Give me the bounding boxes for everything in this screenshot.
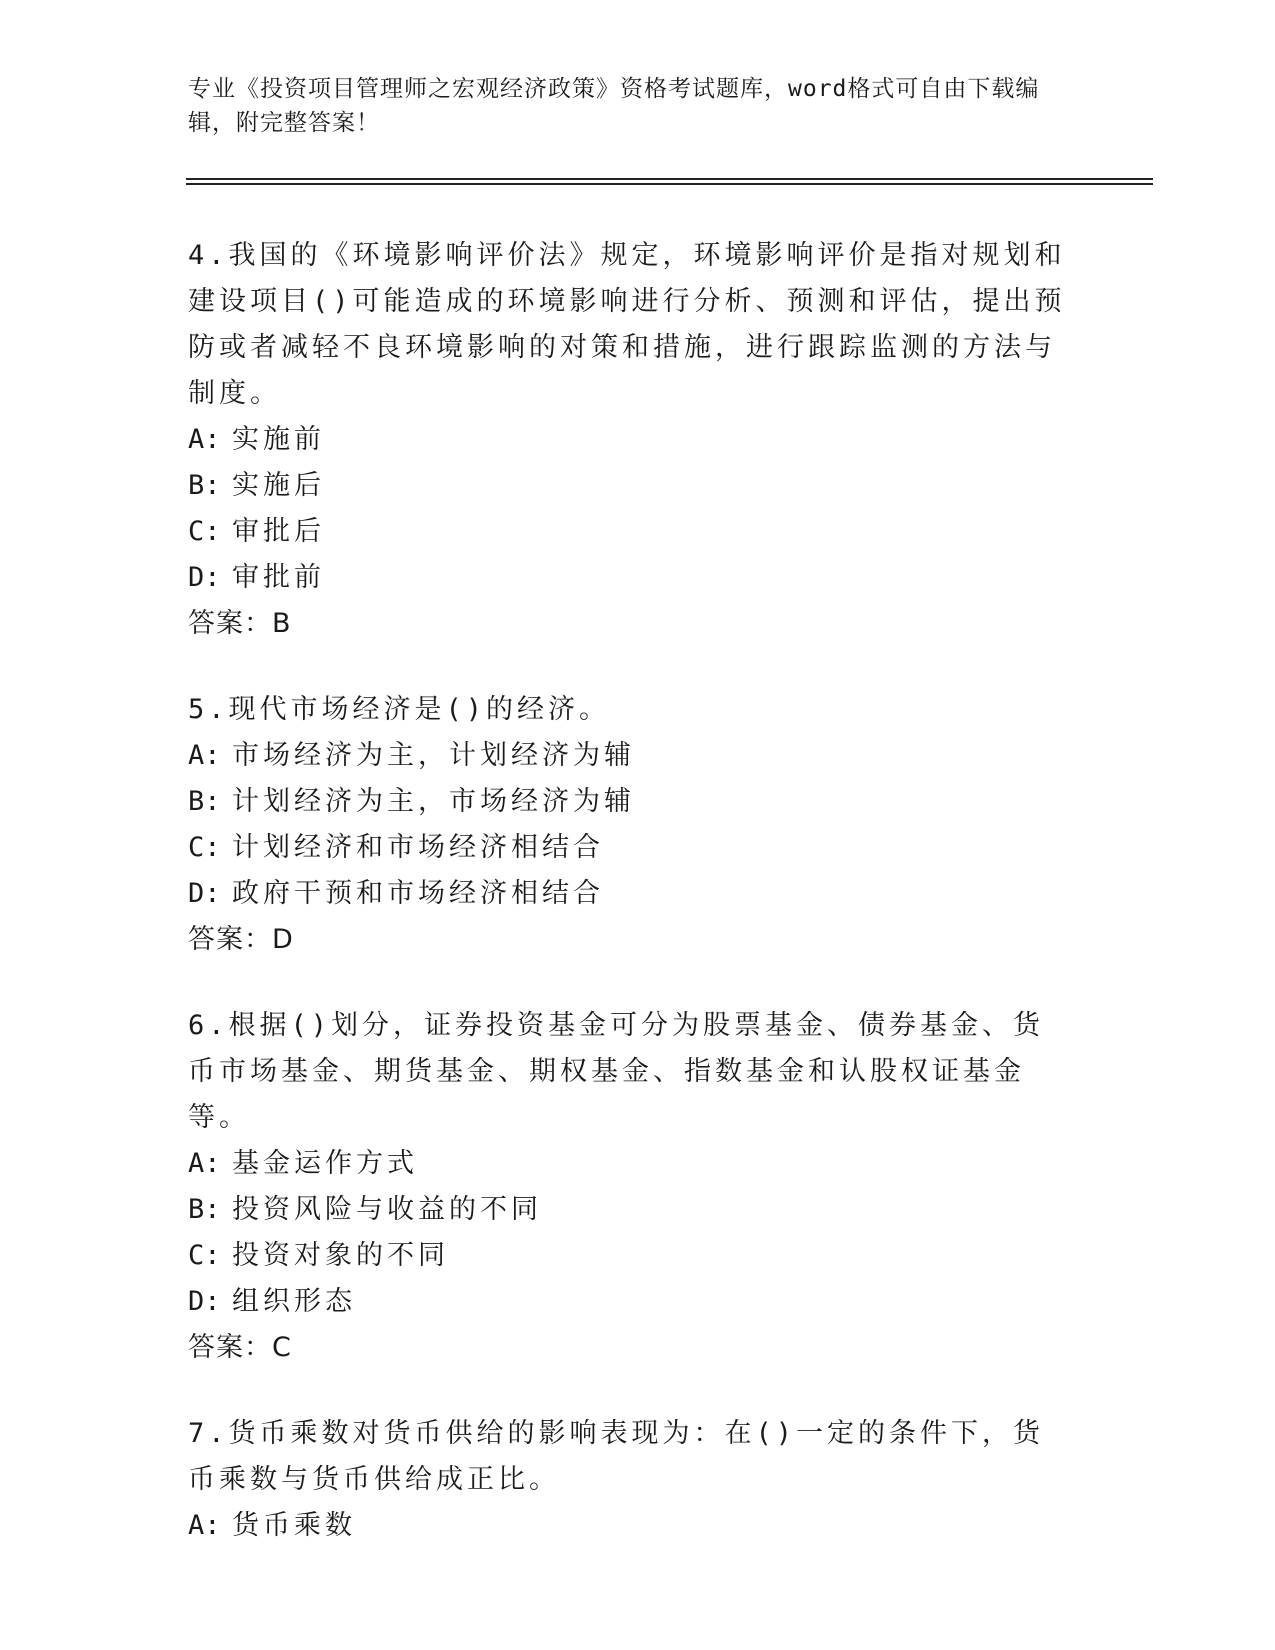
- question-6: [188, 1003, 1068, 1371]
- question-4-option-a: [188, 417, 1068, 463]
- question-5-text: 5.现代市场经济是()的经济。: [188, 694, 611, 725]
- option-letter: A:: [188, 1148, 221, 1179]
- question-list: [188, 233, 1068, 1589]
- option-letter: B:: [188, 470, 221, 501]
- question-4-answer: 答案：B: [188, 608, 292, 639]
- question-6-answer: 答案：C: [188, 1332, 292, 1363]
- question-6-option-a: [188, 1141, 1068, 1187]
- header-title: 专业《投资项目管理师之宏观经济政策》资格考试题库，word格式可自由下载编辑，附完整答案！: [188, 76, 1040, 136]
- header-divider-bottom: [186, 183, 1153, 185]
- question-6-option-c: [188, 1233, 1068, 1279]
- option-text: 投资风险与收益的不同: [232, 1194, 542, 1225]
- option-text: 货币乘数: [232, 1510, 356, 1541]
- question-6-option-b: [188, 1187, 1068, 1233]
- option-text: 计划经济为主，市场经济为辅: [232, 786, 635, 817]
- option-text: 审批后: [232, 516, 325, 547]
- question-4-option-b: [188, 463, 1068, 509]
- option-text: 实施后: [232, 470, 325, 501]
- option-letter: B:: [188, 786, 221, 817]
- option-letter: A:: [188, 1510, 221, 1541]
- question-4-text: 4.我国的《环境影响评价法》规定，环境影响评价是指对规划和建设项目()可能造成的环境影响进行分析、预测和评估，提出预防或者减轻不良环境影响的对策和措施，进行跟踪监测的方法与制度。: [188, 240, 1066, 409]
- question-5-option-c: [188, 825, 1068, 871]
- option-letter: C:: [188, 516, 221, 547]
- option-text: 基金运作方式: [232, 1148, 418, 1179]
- question-6-text: 6.根据()划分，证券投资基金可分为股票基金、债券基金、货币市场基金、期货基金、期权基金、指数基金和认股权证基金等。: [188, 1010, 1045, 1133]
- option-text: 实施前: [232, 424, 325, 455]
- question-5: [188, 687, 1068, 963]
- option-letter: D:: [188, 562, 221, 593]
- question-7-text: 7.货币乘数对货币供给的影响表现为：在()一定的条件下，货币乘数与货币供给成正比。: [188, 1418, 1045, 1495]
- option-letter: C:: [188, 832, 221, 863]
- option-letter: D:: [188, 1286, 221, 1317]
- question-5-option-b: [188, 779, 1068, 825]
- option-text: 组织形态: [232, 1286, 356, 1317]
- header-divider-top: [186, 178, 1153, 180]
- question-7-option-a: [188, 1503, 1068, 1549]
- option-letter: D:: [188, 878, 221, 909]
- question-4: [188, 233, 1068, 647]
- option-text: 计划经济和市场经济相结合: [232, 832, 604, 863]
- option-text: 审批前: [232, 562, 325, 593]
- option-letter: C:: [188, 1240, 221, 1271]
- option-text: 投资对象的不同: [232, 1240, 449, 1271]
- option-letter: B:: [188, 1194, 221, 1225]
- question-6-option-d: [188, 1279, 1068, 1325]
- question-4-option-d: [188, 555, 1068, 601]
- document-header: [188, 72, 1068, 140]
- option-text: 政府干预和市场经济相结合: [232, 878, 604, 909]
- option-letter: A:: [188, 424, 221, 455]
- question-7: [188, 1411, 1068, 1549]
- question-5-answer: 答案：D: [188, 924, 294, 955]
- option-text: 市场经济为主，计划经济为辅: [232, 740, 635, 771]
- option-letter: A:: [188, 740, 221, 771]
- question-5-option-a: [188, 733, 1068, 779]
- question-5-option-d: [188, 871, 1068, 917]
- question-4-option-c: [188, 509, 1068, 555]
